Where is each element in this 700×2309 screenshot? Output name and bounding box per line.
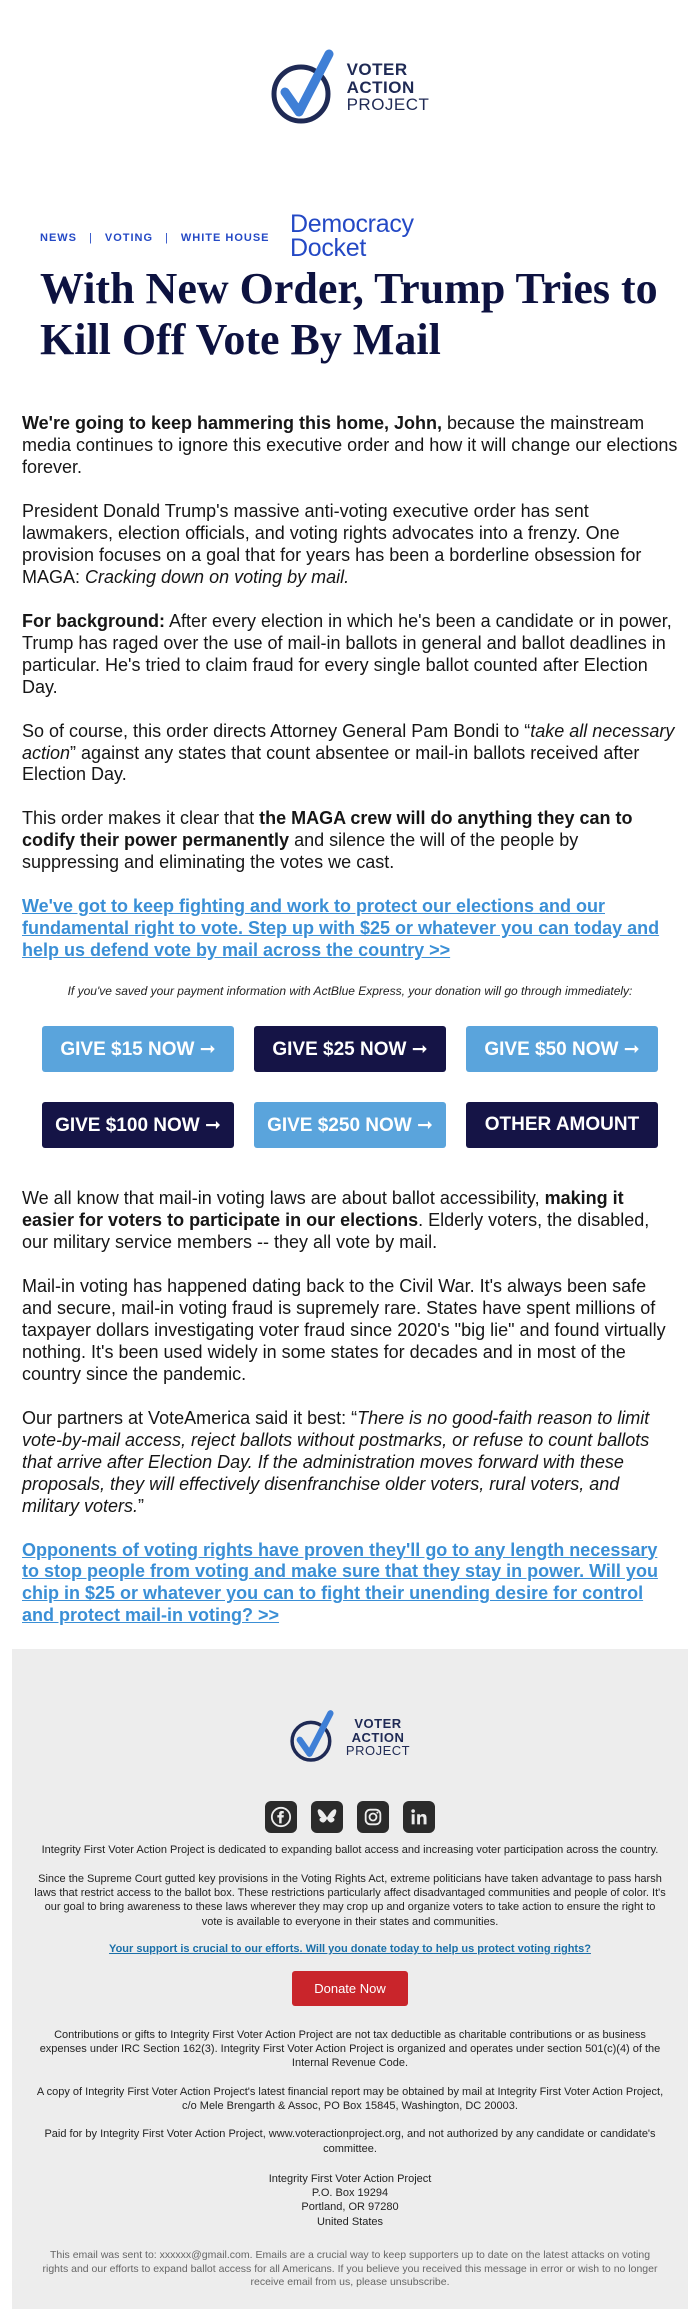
- paragraph-8: [22, 1408, 678, 1518]
- footer-tax-disclaimer: Contributions or gifts to Integrity First Voter Action Project are not tax deductible as charitable contributions or as business expenses under IRC Section 162(3). Integrity First Voter Action Project is organized and operates under section 501(c)(4) of the Internal Revenue Code.: [39, 2028, 661, 2070]
- paragraph-1-text: because the mainstream media continues to ignore this executive order and how it will change our elections forever.: [22, 413, 678, 477]
- tag-white-house[interactable]: WHITE HOUSE: [180, 232, 270, 244]
- tag-separator: |: [165, 232, 169, 244]
- give-100-button[interactable]: GIVE $100 NOW ➞: [42, 1102, 234, 1148]
- paragraph-6: [22, 1188, 678, 1254]
- footer-support-link[interactable]: Your support is crucial to our efforts. Will you donate today to help us protect voting rights?: [109, 1942, 591, 1955]
- actblue-express-note: If you've saved your payment information with ActBlue Express, your donation will go through immediately:: [67, 984, 633, 999]
- logo-line-3: PROJECT: [346, 95, 430, 115]
- footer-logo-line-2: ACTION: [351, 1729, 405, 1745]
- footer-address: [12, 2172, 688, 2229]
- tag-separator: |: [89, 232, 93, 244]
- paragraph-2-italic: Cracking down on voting by mail.: [85, 566, 350, 587]
- footer-since-text: Since the Supreme Court gutted key provisions in the Voting Rights Act, extreme politicians have taken advantage to pass harsh laws that restrict access to the ballot box. These restrictions particularly affect disadvantaged communities and people of color. It's our goal to bring awareness to these laws wherever they may crop up and organize voters to take action to ensure the right to vote is available to everyone in their states and communities.: [34, 1872, 666, 1928]
- address-line: Integrity First Voter Action Project: [268, 2172, 432, 2185]
- tag-voting[interactable]: VOTING: [104, 232, 154, 244]
- paragraph-8-post: ”: [138, 1495, 145, 1516]
- linkedin-icon[interactable]: [403, 1801, 435, 1833]
- checkmark-logo-icon: [290, 1709, 336, 1765]
- democracy-docket-logo[interactable]: [290, 210, 414, 262]
- give-250-button[interactable]: GIVE $250 NOW ➞: [254, 1102, 446, 1148]
- footer-logo-line-1: VOTER: [354, 1715, 402, 1731]
- footer-paid-for: Paid for by Integrity First Voter Action Project, www.voteractionproject.org, and not authorized by any candidate or candidate's committee.: [44, 2128, 656, 2155]
- docket-line-1: Democracy: [290, 210, 414, 238]
- paragraph-2: [22, 501, 678, 589]
- footer-logo[interactable]: [12, 1709, 688, 1765]
- address-line: P.O. Box 19294: [311, 2187, 389, 2200]
- other-amount-button[interactable]: OTHER AMOUNT: [466, 1102, 658, 1148]
- social-links: [12, 1801, 688, 1833]
- instagram-icon[interactable]: [357, 1801, 389, 1833]
- article-headline: With New Order, Trump Tries to Kill Off Vote By Mail: [40, 264, 658, 365]
- paragraph-4-italic: take all necessary action: [22, 720, 675, 763]
- footer-mission: Integrity First Voter Action Project is dedicated to expanding ballot access and increasing voter participation across the country.: [41, 1844, 659, 1857]
- address-line: United States: [316, 2215, 384, 2228]
- voter-action-project-logo[interactable]: [271, 48, 430, 128]
- paragraph-4-post: ” against any states that count absentee or mail-in ballots received after Election Day.: [22, 742, 640, 785]
- address-line: Portland, OR 97280: [301, 2201, 399, 2214]
- give-15-button[interactable]: GIVE $15 NOW ➞: [42, 1026, 234, 1072]
- checkmark-logo-icon: [271, 48, 337, 128]
- footer-logo-wordmark: [346, 1717, 410, 1758]
- footer-unsubscribe-text: This email was sent to: xxxxxx@gmail.com. Emails are a crucial way to keep supporters up to date on the latest attacks on voting rights and our efforts to expand ballot access for all Americans. If you believe you received this message in error or wish to no longer receive email from us, please unsubscribe.: [42, 2249, 658, 2289]
- tag-news[interactable]: NEWS: [40, 232, 77, 244]
- paragraph-1: [22, 413, 678, 479]
- header: [0, 0, 700, 175]
- footer-financial-report: A copy of Integrity First Voter Action Project's latest financial report may be obtained by mail at Integrity First Voter Action Project, c/o Mele Brengarth & Assoc, PO Box 15845, Washington, DC 20003.: [36, 2085, 664, 2112]
- paragraph-5: [22, 808, 678, 874]
- paragraph-7: Mail-in voting has happened dating back to the Civil War. It's always been safe and secure, mail-in voting fraud is supremely rare. States have spent millions of taxpayer dollars investigating voter fraud since 2020's "big lie" and found virtually nothing. It's been used widely in some states for decades and in most of the country since the pandemic.: [22, 1275, 666, 1384]
- paragraph-2-text: President Donald Trump's massive anti-voting executive order has sent lawmakers, election officials, and voting rights advocates into a frenzy. One provision focuses on a goal that for years has been a borderline obsession for MAGA:: [22, 500, 642, 587]
- paragraph-4: [22, 721, 678, 787]
- paragraph-6-post: . Elderly voters, the disabled, our military service members -- they all vote by mail.: [22, 1210, 650, 1253]
- paragraph-6-pre: We all know that mail-in voting laws are about ballot accessibility,: [22, 1188, 545, 1209]
- logo-wordmark: [347, 61, 430, 115]
- paragraph-3-text: After every election in which he's been a candidate or in power, Trump has raged over the use of mail-in ballots in general and ballot deadlines in particular. He's tried to claim fraud for every single ballot counted after Election Day.: [22, 610, 672, 697]
- donation-buttons: [22, 1026, 678, 1148]
- paragraph-5-post: and silence the will of the people by suppressing and eliminating the votes we cast.: [22, 830, 579, 873]
- paragraph-6-bold: making it easier for voters to participate in our elections: [22, 1188, 624, 1231]
- logo-line-1: VOTER: [346, 59, 408, 79]
- email-body: [0, 413, 700, 1627]
- voteamerica-quote: There is no good-faith reason to limit vote-by-mail access, reject ballots without postmarks, or refuse to count ballots that arrive after Election Day. If the administration moves forward with these proposals, they will effectively disenfranchise older voters, rural voters, and military voters.: [22, 1407, 650, 1516]
- footer-logo-line-3: PROJECT: [345, 1743, 411, 1759]
- paragraph-5-bold: the MAGA crew will do anything they can to codify their power permanently: [22, 808, 633, 851]
- bluesky-icon[interactable]: [311, 1801, 343, 1833]
- logo-line-2: ACTION: [346, 77, 415, 97]
- background-label: For background:: [22, 610, 165, 631]
- donate-cta-link-2[interactable]: Opponents of voting rights have proven they'll go to any length necessary to stop people from voting and make sure that they stay in power. Will you chip in $25 or whatever you can to fight their unending desire for control and protect mail-in voting? >>: [22, 1539, 658, 1626]
- donate-cta-link-1[interactable]: We've got to keep fighting and work to protect our elections and our fundamental right to vote. Step up with $25 or whatever you can today and help us defend vote by mail across the country >>: [22, 896, 660, 961]
- email-footer: [12, 1649, 688, 2309]
- docket-line-2: Docket: [290, 233, 367, 262]
- give-25-button[interactable]: GIVE $25 NOW ➞: [254, 1026, 446, 1072]
- paragraph-8-pre: Our partners at VoteAmerica said it best: “: [22, 1407, 358, 1428]
- paragraph-3: [22, 611, 678, 699]
- donate-now-button[interactable]: Donate Now: [292, 1971, 408, 2006]
- give-50-button[interactable]: GIVE $50 NOW ➞: [466, 1026, 658, 1072]
- paragraph-4-pre: So of course, this order directs Attorney General Pam Bondi to “: [22, 720, 531, 741]
- greeting-bold: We're going to keep hammering this home, John,: [22, 413, 443, 434]
- paragraph-5-pre: This order makes it clear that: [22, 808, 260, 829]
- facebook-icon[interactable]: [265, 1801, 297, 1833]
